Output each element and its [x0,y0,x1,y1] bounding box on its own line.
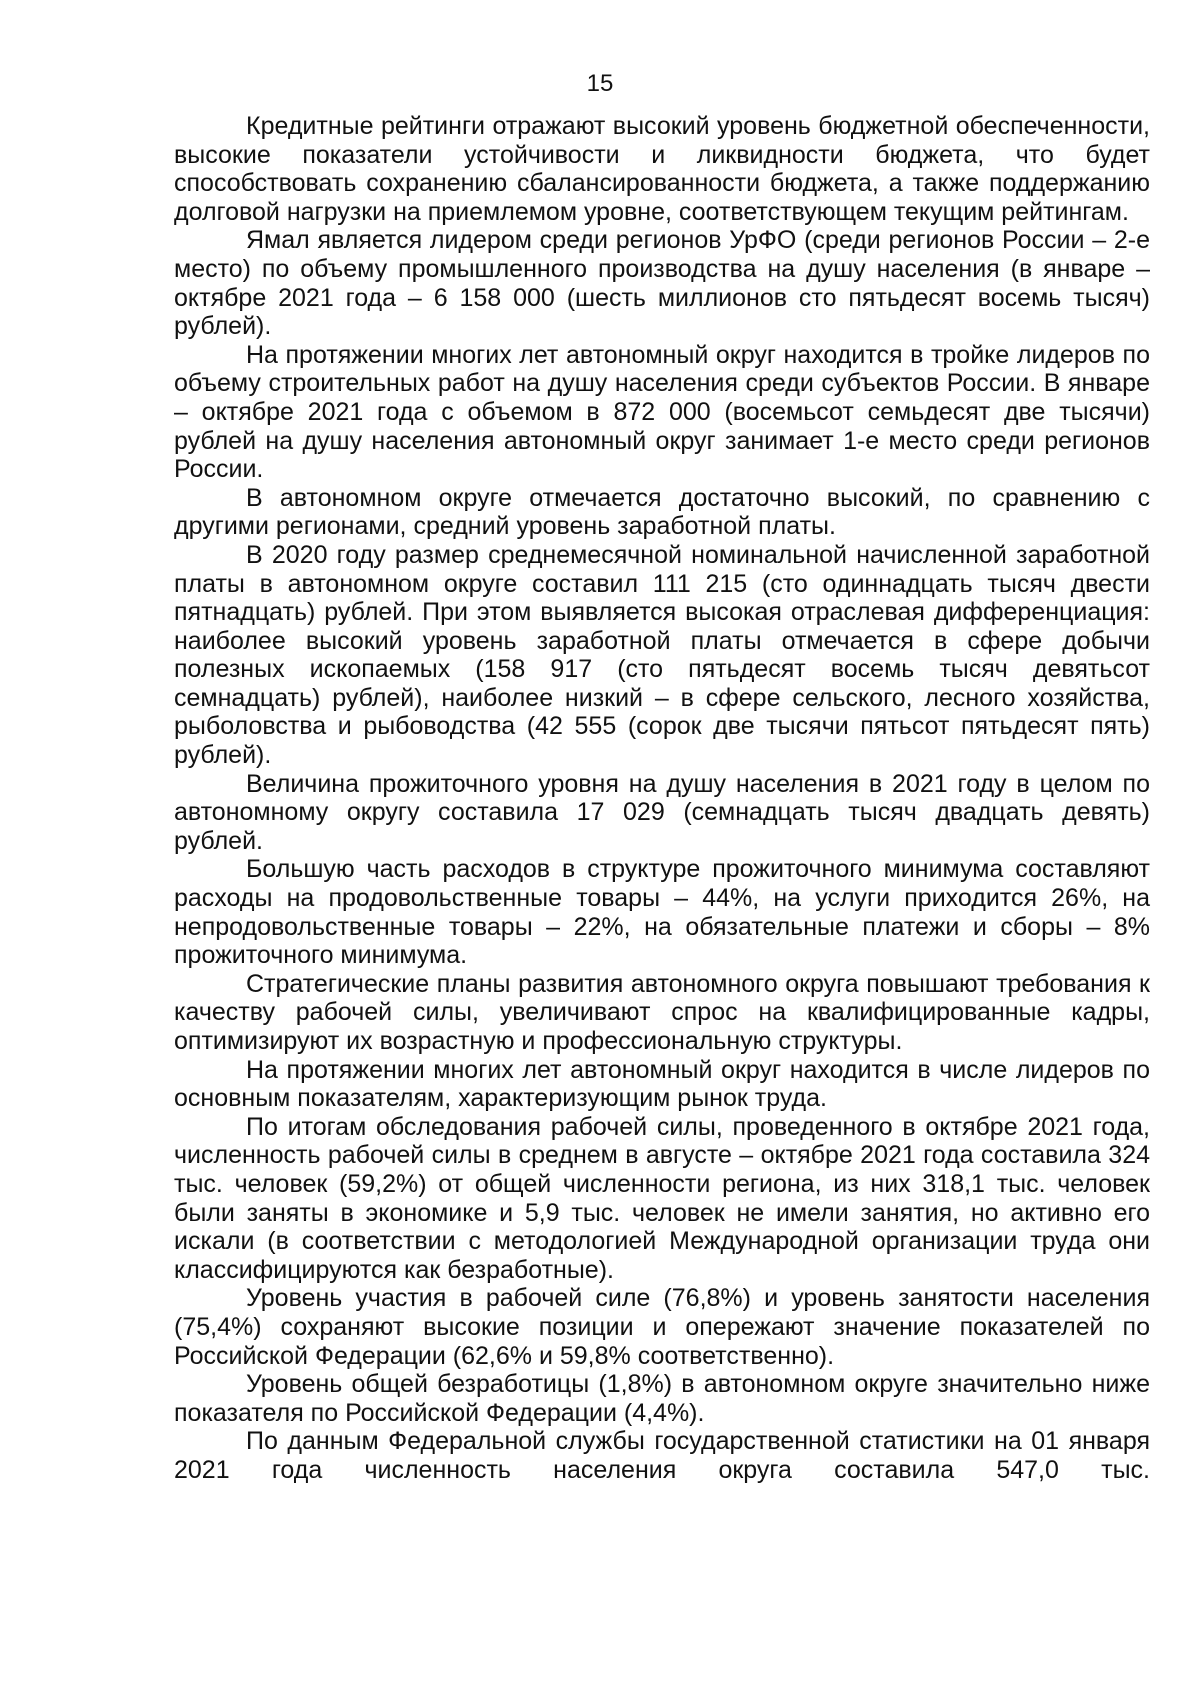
paragraph-subsistence-structure: Большую часть расходов в структуре прожиточного минимума составляют расходы на продовольственные товары – 44%, на услуги приходится 26%, на непродовольственные товары – 22%, на обязательные платежи и сборы – 8% прожиточного минимума. [174,855,1150,970]
paragraph-strategic-plans: Стратегические планы развития автономного округа повышают требования к качеству рабочей силы, увеличивают спрос на квалифицированные кадры, оптимизируют их возрастную и профессиональную структуры. [174,969,1150,1055]
paragraph-construction-volume: На протяжении многих лет автономный округ находится в тройке лидеров по объему строительных работ на душу населения среди субъектов России. В январе – октябре 2021 года с объемом в 872 000 (восемьсот семьдесят две тысячи) рублей на душу населения автономный округ занимает 1-е место среди регионов России. [174,340,1150,484]
paragraph-population: По данным Федеральной службы государственной статистики на 01 января 2021 года численность населения округа составила 547,0 тыс. [174,1427,1150,1484]
document-body [174,112,1150,1485]
paragraph-credit-ratings: Кредитные рейтинги отражают высокий уровень бюджетной обеспеченности, высокие показатели устойчивости и ликвидности бюджета, что будет способствовать сохранению сбалансированности бюджета, а также поддержанию долговой нагрузки на приемлемом уровне, соответствующем текущим рейтингам. [174,112,1150,226]
paragraph-average-wage-2020: В 2020 году размер среднемесячной номинальной начисленной заработной платы в автономном округе составил 111 215 (сто одиннадцать тысяч двести пятнадцать) рублей. При этом выявляется высокая отраслевая дифференциация: наиболее высокий уровень заработной платы отмечается в сфере добычи полезных ископаемых (158 917 (сто пятьдесят восемь тысяч девятьсот семнадцать) рублей), наиболее низкий – в сфере сельского, лесного хозяйства, рыболовства и рыбоводства (42 555 (сорок две тысячи пятьсот пятьдесят пять) рублей). [174,540,1150,770]
paragraph-participation-rate: Уровень участия в рабочей силе (76,8%) и уровень занятости населения (75,4%) сохраняют высокие позиции и опережают значение показателей по Российской Федерации (62,6% и 59,8% соответственно). [174,1284,1150,1370]
page-number: 15 [586,70,614,97]
paragraph-subsistence-level: Величина прожиточного уровня на душу населения в 2021 году в целом по автономному округу составила 17 029 (семнадцать тысяч двадцать девять) рублей. [174,769,1150,855]
paragraph-labor-survey: По итогам обследования рабочей силы, проведенного в октябре 2021 года, численность рабочей силы в среднем в августе – октябре 2021 года составила 324 тыс. человек (59,2%) от общей численности региона, из них 318,1 тыс. человек были заняты в экономике и 5,9 тыс. человек не имели занятия, но активно его искали (в соответствии с методологией Международной организации труда они классифицируются как безработные). [174,1112,1150,1284]
paragraph-wage-level: В автономном округе отмечается достаточно высокий, по сравнению с другими регионами, средний уровень заработной платы. [174,483,1150,541]
paragraph-industrial-production: Ямал является лидером среди регионов УрФО (среди регионов России – 2-е место) по объему промышленного производства на душу населения (в январе – октябре 2021 года – 6 158 000 (шесть миллионов сто пятьдесят восемь тысяч) рублей). [174,226,1150,341]
paragraph-unemployment-rate: Уровень общей безработицы (1,8%) в автономном округе значительно ниже показателя по Российской Федерации (4,4%). [174,1370,1150,1427]
paragraph-labor-market-leaders: На протяжении многих лет автономный округ находится в числе лидеров по основным показателям, характеризующим рынок труда. [174,1055,1150,1113]
